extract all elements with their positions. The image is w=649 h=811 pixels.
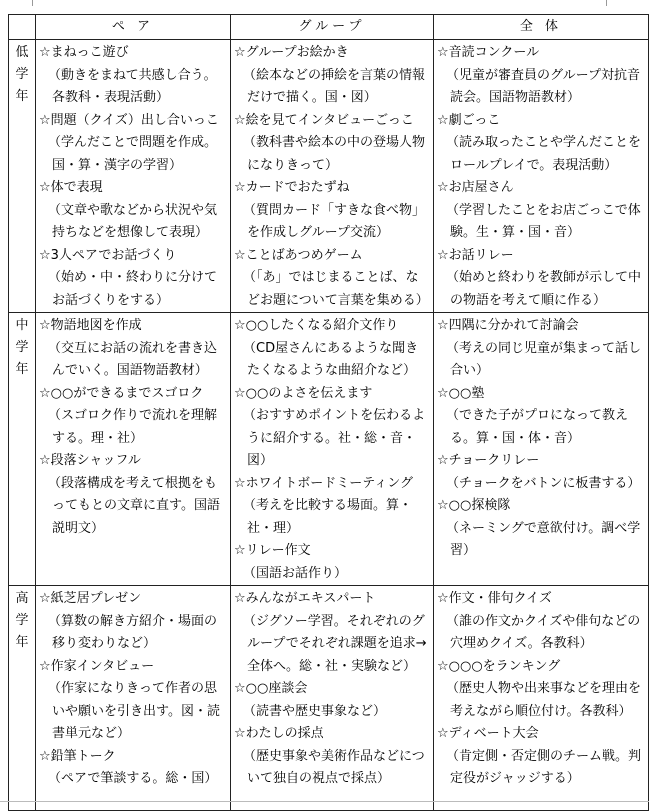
whole-activities-cell (434, 313, 649, 586)
activity-item (437, 42, 645, 110)
whole-activities-cell (434, 586, 649, 811)
activity-title: ☆チョークリレー (437, 453, 540, 468)
activity-item (39, 42, 227, 110)
grade-row-middle (9, 313, 649, 586)
header-group: グループ (231, 15, 434, 40)
activity-description: （スゴロク作りで流れを理解する。理・社） (48, 408, 218, 446)
activity-item (437, 450, 645, 495)
activity-item (234, 540, 430, 585)
activity-item (234, 588, 430, 678)
pair-activities-cell (36, 313, 231, 586)
activity-title: ☆ディベート大会 (437, 726, 539, 741)
activity-description: （教科書や絵本の中の登場人物になりきって） (243, 135, 426, 173)
activity-description: （おすすめポイントを伝わるように紹介する。社・総・音・図） (243, 408, 426, 468)
activity-description: （読書や歴史事象など） (243, 703, 387, 719)
activity-description: （チョークをバトンに板書する） (446, 475, 641, 491)
activity-title: ☆ホワイトボードミーティング (234, 475, 413, 491)
activity-description: （交互にお話の流れを書き込んでいく。国語物語教材） (48, 340, 218, 378)
activity-title: ☆○○したくなる紹介文作り (234, 318, 399, 333)
activity-title: ☆問題（クイズ）出し合いっこ (39, 112, 219, 128)
activity-title: ☆○○探検隊 (437, 498, 511, 513)
activity-title: ☆○○のよさを伝えます (234, 385, 373, 401)
activity-description: （考えの同じ児童が集まって話し合い） (446, 340, 642, 378)
activity-item (39, 177, 227, 245)
activity-description: （国語お話作り） (243, 565, 348, 581)
activity-title: ☆わたしの採点 (234, 726, 324, 741)
activity-item (437, 588, 645, 656)
activity-item (234, 177, 430, 245)
activity-description: （段落構成を考えて根拠をもってもとの文章に直す。国語説明文） (48, 475, 220, 536)
activity-description: （歴史事象や美術作品などについて独自の視点で採点） (243, 748, 425, 786)
header-pair: ペ ア (36, 15, 231, 40)
header-row (9, 15, 649, 40)
grade-row-high (9, 586, 649, 811)
activity-item (39, 588, 227, 656)
activity-description: （CD屋さんにあるような聞きたくなるような曲紹介など） (243, 340, 419, 378)
activity-title: ☆作文・俳句クイズ (437, 591, 552, 606)
activity-item (234, 315, 430, 383)
activity-item (437, 495, 645, 563)
activity-item (39, 383, 227, 451)
grade-label-cell (9, 40, 36, 313)
activity-title: ☆○○ができるまでスゴロク (39, 385, 204, 401)
activity-item (234, 678, 430, 723)
group-activities-cell (231, 313, 434, 586)
page-top-marks (0, 0, 649, 8)
activity-item (437, 383, 645, 451)
activity-title: ☆3人ペアでお話づくり (39, 247, 177, 263)
activity-description: （誰の作文かクイズや俳句などの穴埋めクイズ。各教科） (446, 613, 641, 651)
activity-title: ☆お話リレー (437, 247, 514, 263)
activity-description: （児童が審査員のグループ対抗音読会。国語物語教材） (446, 67, 640, 105)
activity-description: （ジグソー学習。それぞれのグループでそれぞれ課題を追求→全体へ。総・社・実験など） (243, 613, 427, 674)
activity-item (437, 177, 645, 245)
activity-item (234, 723, 430, 791)
activity-title: ☆絵を見てインタビューごっこ (234, 112, 414, 128)
activity-description: （ペアで筆談する。総・国） (48, 771, 218, 786)
grade-label: 低学年 (15, 45, 29, 104)
activity-description: （文章や歌などから状況や気持ちなどを想像して表現） (48, 202, 218, 240)
group-activities-cell (231, 586, 434, 811)
activity-description: （始め・中・終わりに分けてお話づくりをする） (48, 270, 218, 308)
activity-description: （絵本などの挿絵を言葉の情報だけで描く。国・図） (243, 67, 426, 105)
activity-title: ☆まねっこ遊び (39, 45, 129, 60)
activity-description: （肯定側・否定側のチーム戦。判定役がジャッジする） (446, 748, 642, 786)
activity-item (234, 383, 430, 473)
whole-activities-cell (434, 40, 649, 313)
activity-title: ☆グループお絵かき (234, 45, 349, 60)
activity-title: ☆お店屋さん (437, 180, 514, 195)
activity-item (234, 245, 430, 313)
activity-description: （できた子がプロになって教える。算・国・体・音） (446, 408, 629, 446)
activity-title: ☆劇ごっこ (437, 112, 501, 128)
grade-row-low (9, 40, 649, 313)
activity-description: （考えを比較する場面。算・社・理） (243, 498, 413, 536)
activity-item (39, 245, 227, 313)
pair-activities-cell (36, 586, 231, 811)
activity-item (234, 110, 430, 178)
grade-label-cell (9, 586, 36, 811)
activity-title: ☆リレー作文 (234, 543, 311, 558)
grade-label: 高学年 (15, 591, 29, 650)
activity-item (234, 473, 430, 541)
activity-description: （動きをまねて共感し合う。各教科・表現活動） (48, 67, 217, 105)
activity-item (234, 42, 430, 110)
activity-description: （「あ」ではじまることば、などお題について言葉を集める） (243, 270, 429, 308)
activity-title: ☆音読コンクール (437, 45, 540, 60)
activity-description: （読み取ったことや学んだことをロールプレイで。表現活動） (446, 135, 642, 173)
activity-item (39, 450, 227, 540)
header-corner (9, 15, 36, 40)
page-bottom-rule (0, 801, 649, 802)
activity-title: ☆ことばあつめゲーム (234, 247, 363, 263)
activity-item (437, 656, 645, 724)
activity-title: ☆体で表現 (39, 180, 103, 195)
activity-title: ☆○○塾 (437, 385, 485, 401)
activity-item (39, 656, 227, 746)
activity-description: （学んだことで問題を作成。国・算・漢字の学習） (48, 135, 218, 173)
activity-title: ☆○○座談会 (234, 681, 308, 696)
activity-table (8, 14, 649, 811)
grade-label: 中学年 (15, 318, 29, 377)
activity-description: （質問カード「すきな食べ物」を作成しグループ交流） (243, 202, 426, 240)
activity-item (437, 723, 645, 791)
header-whole: 全 体 (434, 15, 649, 40)
activity-title: ☆みんながエキスパート (234, 591, 376, 606)
activity-description: （学習したことをお店ごっこで体験。生・算・国・音） (446, 202, 641, 240)
activity-title: ☆物語地図を作成 (39, 318, 142, 333)
activity-description: （歴史人物や出来事などを理由を考えながら順位付け。各教科） (446, 681, 642, 719)
activity-title: ☆○○○をランキング (437, 658, 561, 674)
activity-title: ☆四隅に分かれて討論会 (437, 318, 579, 333)
group-activities-cell (231, 40, 434, 313)
crop-mark-right (606, 0, 607, 6)
activity-description: （算数の解き方紹介・場面の移り変わりなど） (48, 613, 218, 651)
activity-title: ☆作家インタビュー (39, 658, 155, 674)
activity-title: ☆紙芝居プレゼン (39, 591, 142, 606)
crop-mark-left (32, 0, 33, 6)
activity-description: （始めと終わりを教師が示して中の物語を考えて順に作る） (446, 270, 642, 308)
activity-description: （作家になりきって作者の思いや願いを引き出す。図・読書単元など） (48, 681, 220, 741)
activity-item (39, 746, 227, 791)
activity-item (437, 110, 645, 178)
pair-activities-cell (36, 40, 231, 313)
activity-item (437, 245, 645, 313)
activity-item (39, 315, 227, 383)
activity-title: ☆鉛筆トーク (39, 748, 116, 764)
activity-description: （ネーミングで意欲付け。調べ学習） (446, 520, 641, 558)
activity-item (437, 315, 645, 383)
activity-item (39, 110, 227, 178)
grade-label-cell (9, 313, 36, 586)
activity-title: ☆段落シャッフル (39, 453, 141, 468)
activity-title: ☆カードでおたずね (234, 180, 350, 195)
